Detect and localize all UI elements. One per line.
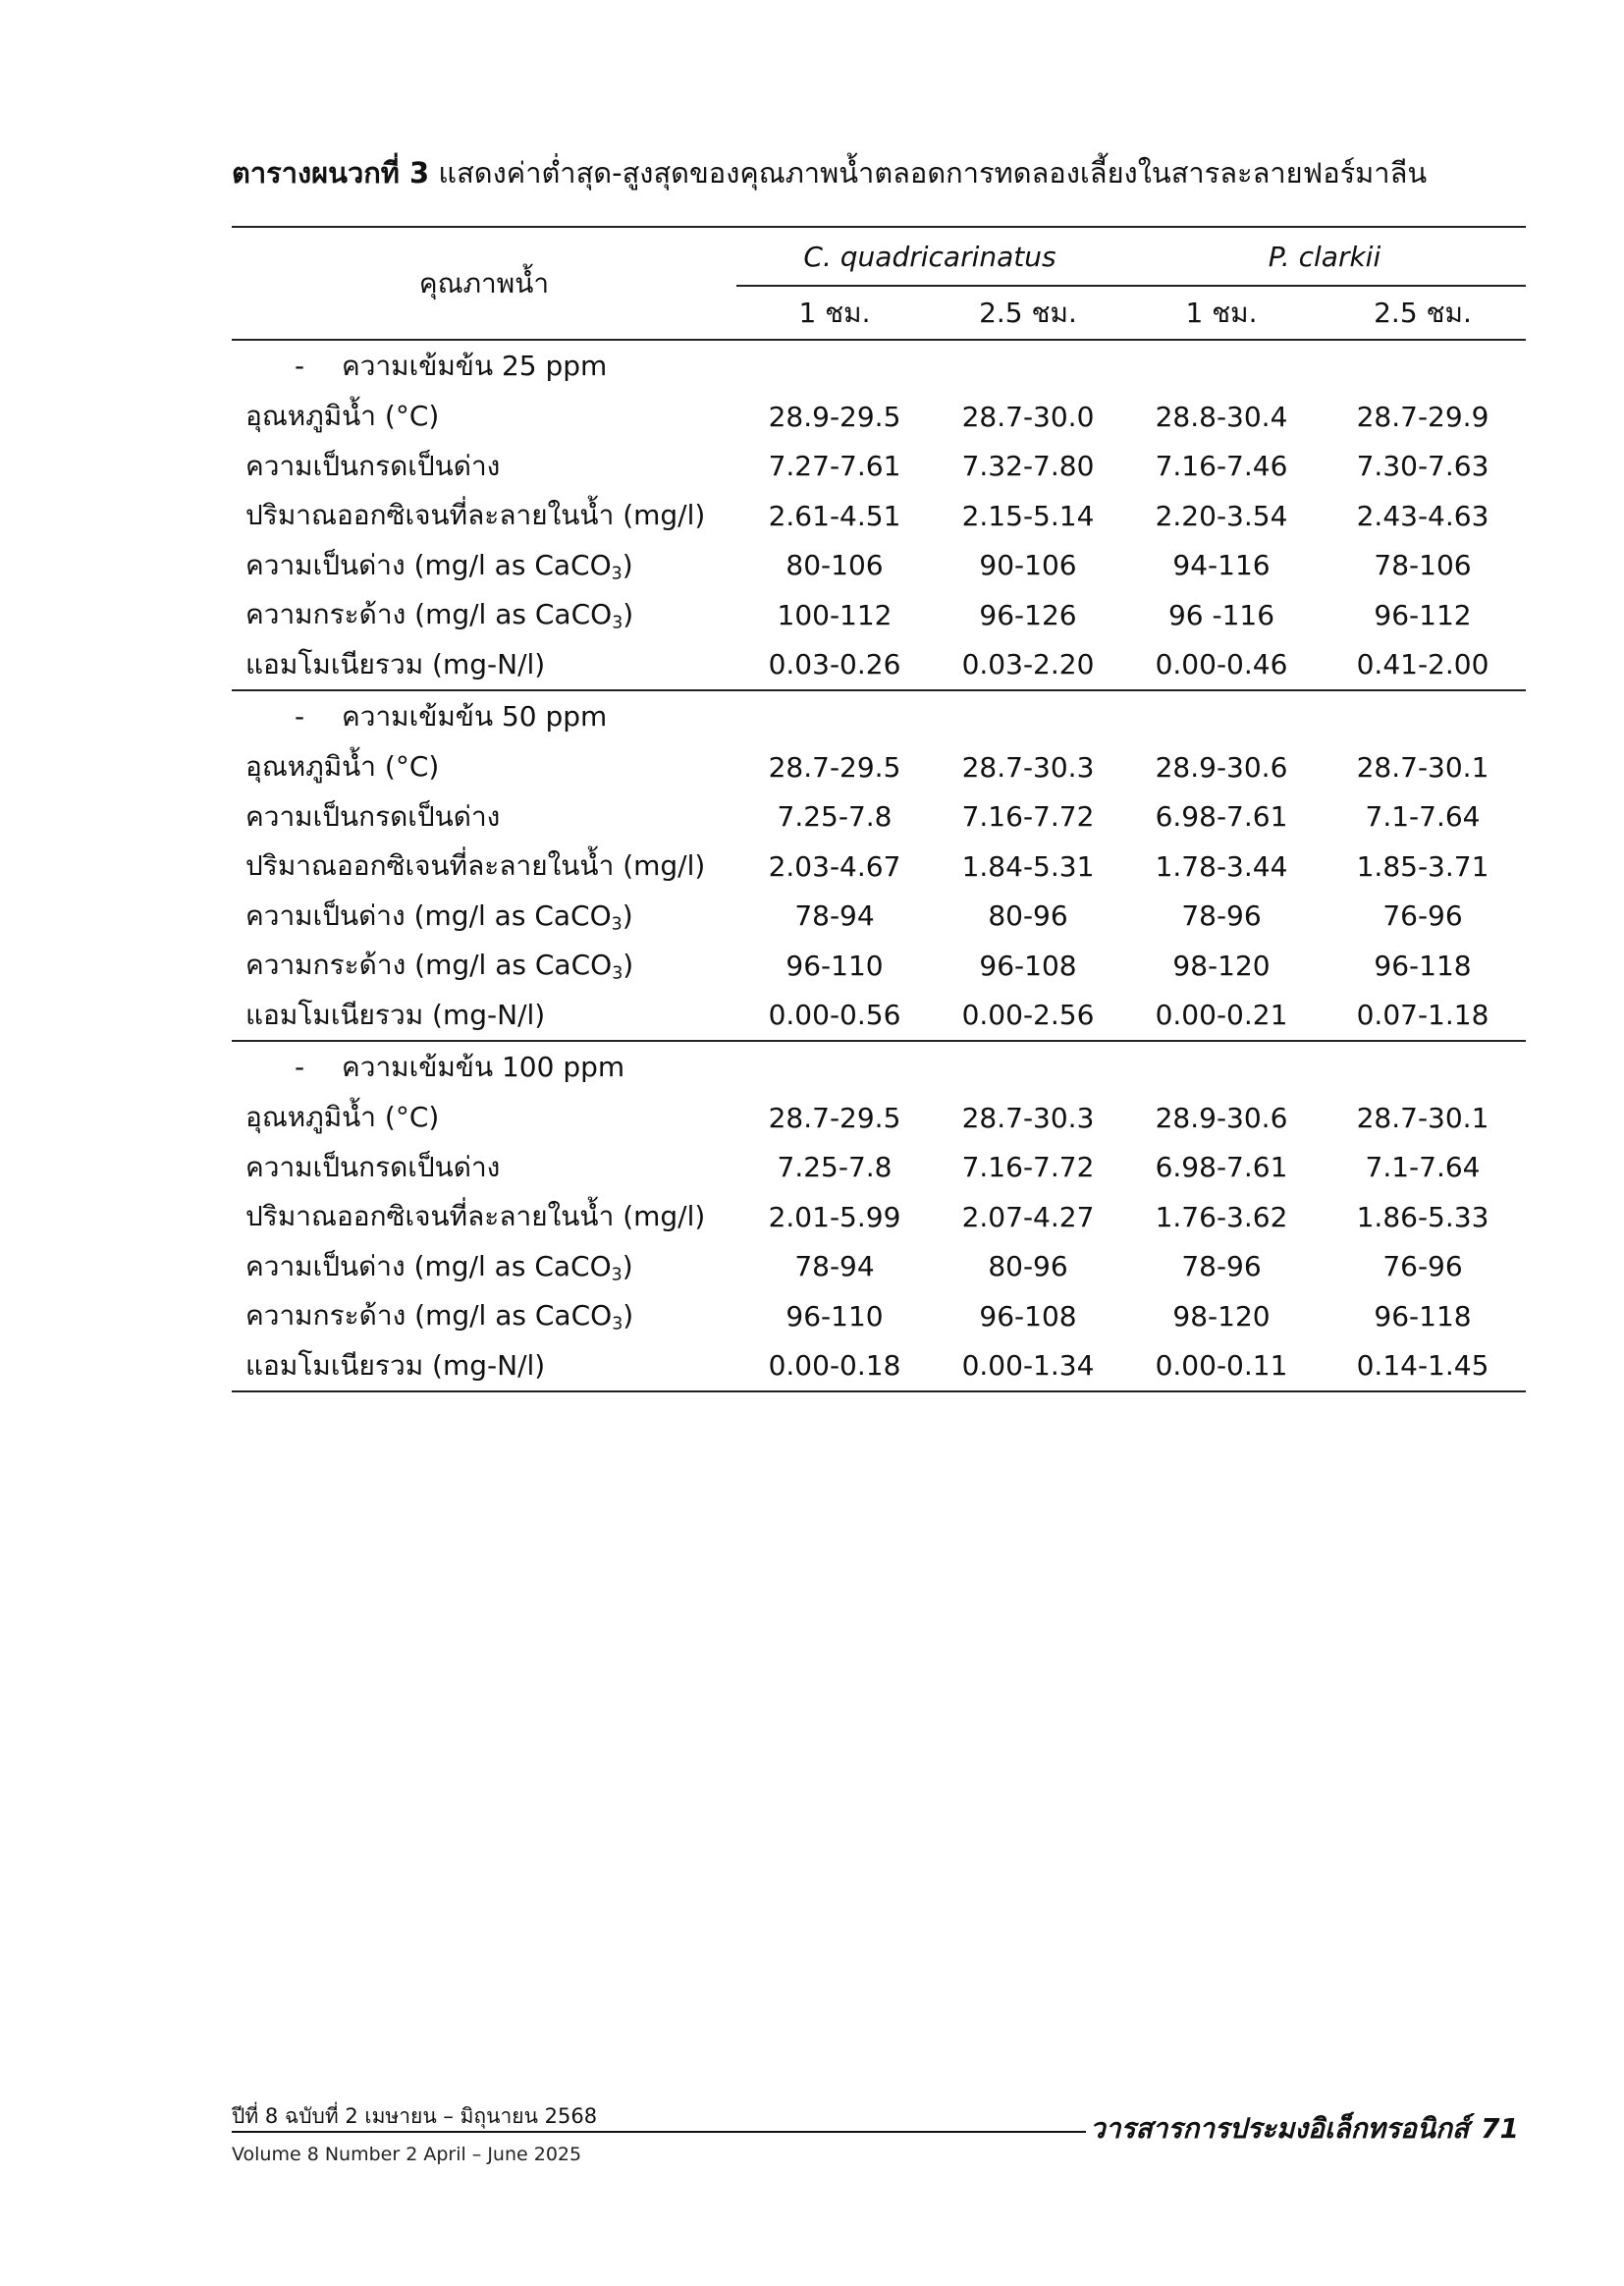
value-cell: 0.00-1.34 [933,1341,1123,1392]
table-row [232,1143,1526,1193]
parameter-text: อุณหภูมิน้ำ (°C) [245,1101,440,1134]
issue-thai: ปีที่ 8 ฉบับที่ 2 เมษายน – มิถุนายน 2568 [232,2104,598,2128]
value-cell: 96-112 [1374,598,1472,631]
value-cell: 76-96 [1382,1250,1463,1283]
parameter-text: ความเป็นด่าง (mg/l as CaCO [245,548,612,581]
table-row [232,1291,1526,1341]
parameter-tail: ) [622,548,633,581]
table-row [232,442,1526,492]
value-cell: 28.7-29.5 [768,750,901,784]
value-cell: 7.16-7.72 [961,1151,1095,1184]
value-cell: 1.76-3.62 [1155,1200,1288,1233]
issue-english: Volume 8 Number 2 April – June 2025 [232,2144,582,2165]
parameter-name [232,792,736,843]
table-row [232,392,1526,442]
value-cell: 28.7-30.1 [1356,750,1489,784]
parameter-text: ความกระด้าง (mg/l as CaCO [245,598,613,631]
value-cell: 28.7-30.3 [961,750,1095,784]
concentration-label [232,1041,1526,1093]
parameter-text: ความเป็นด่าง (mg/l as CaCO [245,1249,612,1282]
table-row [232,1341,1526,1392]
value-cell: 7.30-7.63 [1356,450,1489,483]
value-cell: 7.32-7.80 [961,450,1095,483]
value-cell: 78-106 [1374,549,1472,582]
footer-divider [232,2131,1086,2133]
value-cell: 2.43-4.63 [1356,499,1489,532]
value-cell: 2.07-4.27 [961,1200,1095,1233]
value-cell: 96-108 [979,949,1077,982]
parameter-name [232,1341,736,1392]
parameter-name [232,941,736,991]
parameter-tail: ) [622,898,633,932]
parameter-name [232,742,736,792]
value-cell: 78-96 [1181,1250,1262,1283]
section-row [232,690,1526,742]
value-cell: 7.25-7.8 [777,1151,893,1184]
section-row [232,340,1526,392]
value-cell: 1.78-3.44 [1155,849,1288,883]
caption-text: แสดงค่าต่ำสุด-สูงสุดของคุณภาพน้ำตลอดการทดลองเลี้ยงในสารละลายฟอร์มาลีน [429,156,1428,190]
table-row [232,1242,1526,1292]
table-row [232,590,1526,640]
parameter-name [232,442,736,492]
table-row [232,941,1526,991]
value-cell: 7.1-7.64 [1365,1151,1481,1184]
value-cell: 96 -116 [1167,598,1275,631]
caption-label: ตารางผนวกที่ 3 [232,156,430,190]
value-cell: 98-120 [1172,949,1271,982]
parameter-subscript: 3 [612,963,623,984]
value-cell: 0.00-0.18 [736,1341,933,1392]
parameter-text: ปริมาณออกซิเจนที่ละลายในน้ำ (mg/l) [245,849,706,883]
parameter-text: ปริมาณออกซิเจนที่ละลายในน้ำ (mg/l) [245,499,706,532]
parameter-name [232,392,736,442]
value-cell: 0.41-2.00 [1320,640,1526,691]
value-cell: 96-110 [785,949,884,982]
parameter-text: แอมโมเนียรวม (mg-N/l) [245,1348,546,1382]
parameter-name [232,842,736,892]
value-cell: 0.03-2.20 [933,640,1123,691]
value-cell: 28.9-30.6 [1155,750,1288,784]
value-cell: 6.98-7.61 [1155,1151,1288,1184]
section-dash: - [295,700,305,733]
value-cell: 7.1-7.64 [1365,800,1481,834]
journal-footer [1090,2109,1519,2149]
value-cell: 0.00-0.46 [1123,640,1320,691]
duration-header: 1 ชม. [1123,286,1320,340]
value-cell: 0.00-0.11 [1123,1341,1320,1392]
value-cell: 96-108 [979,1299,1077,1333]
table-caption [232,147,1469,198]
value-cell: 28.7-29.9 [1356,400,1489,433]
parameter-name [232,590,736,640]
value-cell: 78-94 [794,899,875,933]
table-row [232,491,1526,541]
parameter-name [232,1291,736,1341]
value-cell: 2.61-4.51 [768,499,901,532]
section-dash: - [295,1051,305,1083]
parameter-name [232,1143,736,1193]
value-cell: 28.8-30.4 [1155,400,1288,433]
value-cell: 2.20-3.54 [1155,499,1288,532]
parameter-text: อุณหภูมิน้ำ (°C) [245,400,440,433]
value-cell: 28.7-29.5 [768,1101,901,1134]
parameter-name [232,1093,736,1143]
value-cell: 96-126 [979,598,1077,631]
value-cell: 1.84-5.31 [961,849,1095,883]
species-header-2: P. clarkii [1123,227,1526,286]
water-quality-table [232,226,1526,1392]
value-cell: 1.86-5.33 [1356,1200,1489,1233]
value-cell: 6.98-7.61 [1155,800,1288,834]
value-cell: 80-96 [988,1250,1068,1283]
value-cell: 0.00-0.21 [1123,991,1320,1042]
duration-header: 2.5 ชม. [1320,286,1526,340]
value-cell: 2.03-4.67 [768,849,901,883]
parameter-subscript: 3 [611,914,623,935]
table-row [232,1093,1526,1143]
parameter-name [232,892,736,942]
parameter-subscript: 3 [611,1265,623,1285]
value-cell: 80-106 [785,549,884,582]
parameter-name [232,491,736,541]
parameter-subscript: 3 [612,613,623,633]
parameter-name [232,1192,736,1242]
value-cell: 28.7-30.1 [1356,1101,1489,1134]
table-row [232,892,1526,942]
value-cell: 76-96 [1382,899,1463,933]
table-row [232,541,1526,591]
parameter-text: แอมโมเนียรวม (mg-N/l) [245,647,546,680]
param-header: คุณภาพน้ำ [232,227,736,340]
parameter-tail: ) [623,598,634,631]
parameter-text: ความเป็นกรดเป็นด่าง [245,449,501,482]
value-cell: 28.9-30.6 [1155,1101,1288,1134]
table-row [232,991,1526,1042]
table-row [232,742,1526,792]
value-cell: 28.7-30.0 [961,400,1095,433]
table-row [232,842,1526,892]
section-label: ความเข้มข้น 100 ppm [342,1051,625,1083]
parameter-text: อุณหภูมิน้ำ (°C) [245,750,440,784]
parameter-subscript: 3 [612,1314,623,1334]
parameter-text: ความเป็นด่าง (mg/l as CaCO [245,898,612,932]
value-cell: 100-112 [777,598,893,631]
value-cell: 94-116 [1172,549,1271,582]
value-cell: 2.01-5.99 [768,1200,901,1233]
parameter-text: ความเป็นกรดเป็นด่าง [245,799,501,833]
parameter-tail: ) [623,949,634,982]
parameter-tail: ) [623,1299,634,1333]
value-cell: 28.9-29.5 [768,400,901,433]
journal-name: วารสารการประมงอิเล็กทรอนิกส์ [1090,2112,1470,2145]
parameter-name [232,640,736,691]
value-cell: 78-96 [1181,899,1262,933]
parameter-name [232,991,736,1042]
value-cell: 0.07-1.18 [1320,991,1526,1042]
parameter-text: ความเป็นกรดเป็นด่าง [245,1150,501,1183]
table-row [232,792,1526,843]
parameter-text: ความกระด้าง (mg/l as CaCO [245,949,613,982]
parameter-name [232,541,736,591]
parameter-text: ปริมาณออกซิเจนที่ละลายในน้ำ (mg/l) [245,1200,706,1233]
species-header-1: C. quadricarinatus [736,227,1123,286]
section-label: ความเข้มข้น 50 ppm [342,700,608,733]
page-number: 71 [1481,2112,1519,2145]
value-cell: 0.00-0.56 [736,991,933,1042]
value-cell: 28.7-30.3 [961,1101,1095,1134]
value-cell: 90-106 [979,549,1077,582]
value-cell: 78-94 [794,1250,875,1283]
table-row [232,640,1526,691]
header-row-species [232,227,1526,286]
parameter-tail: ) [622,1249,633,1282]
section-label: ความเข้มข้น 25 ppm [342,350,608,382]
value-cell: 1.85-3.71 [1356,849,1489,883]
value-cell: 98-120 [1172,1299,1271,1333]
concentration-label [232,340,1526,392]
parameter-subscript: 3 [611,564,623,584]
value-cell: 96-118 [1374,1299,1472,1333]
value-cell: 7.16-7.46 [1155,450,1288,483]
parameter-text: แอมโมเนียรวม (mg-N/l) [245,998,546,1031]
value-cell: 7.16-7.72 [961,800,1095,834]
concentration-label [232,690,1526,742]
value-cell: 0.00-2.56 [933,991,1123,1042]
section-row [232,1041,1526,1093]
value-cell: 80-96 [988,899,1068,933]
duration-header: 1 ชม. [736,286,933,340]
value-cell: 96-118 [1374,949,1472,982]
value-cell: 7.25-7.8 [777,800,893,834]
value-cell: 2.15-5.14 [961,499,1095,532]
duration-header: 2.5 ชม. [933,286,1123,340]
value-cell: 7.27-7.61 [768,450,901,483]
value-cell: 0.14-1.45 [1320,1341,1526,1392]
parameter-text: ความกระด้าง (mg/l as CaCO [245,1299,613,1333]
value-cell: 0.03-0.26 [736,640,933,691]
table-row [232,1192,1526,1242]
section-dash: - [295,350,305,382]
parameter-name [232,1242,736,1292]
value-cell: 96-110 [785,1299,884,1333]
